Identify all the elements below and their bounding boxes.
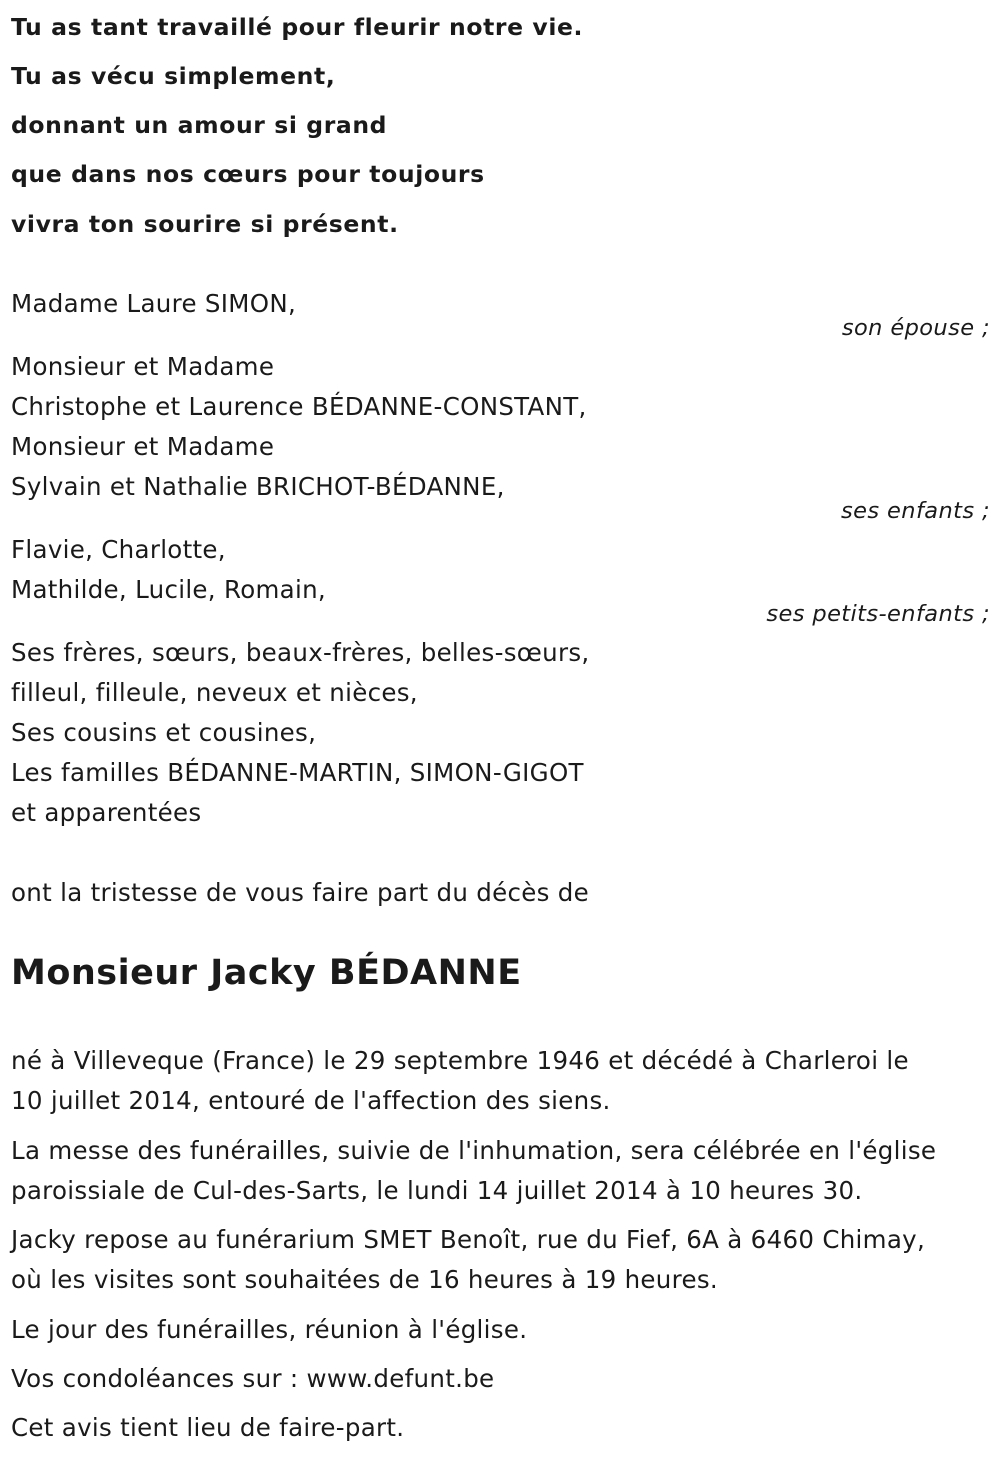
closing-line: Cet avis tient lieu de faire-part. (11, 1413, 405, 1442)
spouse-role: son épouse ; (841, 315, 990, 341)
spouse-name: Madame Laure SIMON, (11, 289, 297, 318)
children-line: Monsieur et Madame (11, 352, 275, 381)
grandchildren-line: Mathilde, Lucile, Romain, (11, 575, 326, 604)
poem-line: donnant un amour si grand (11, 111, 388, 139)
relatives-line: Ses cousins et cousines, (11, 718, 317, 747)
poem-line: Tu as tant travaillé pour fleurir notre vie. (11, 13, 584, 41)
announcement-text: ont la tristesse de vous faire part du décès de (11, 878, 590, 907)
funeral-mass-line: La messe des funérailles, suivie de l'inhumation, sera célébrée en l'église (11, 1136, 937, 1165)
children-role: ses enfants ; (841, 498, 990, 524)
children-line: Sylvain et Nathalie BRICHOT-BÉDANNE, (11, 472, 505, 501)
birth-death-line: 10 juillet 2014, entouré de l'affection des siens. (11, 1086, 611, 1115)
deceased-name: Monsieur Jacky BÉDANNE (11, 953, 522, 993)
relatives-line: et apparentées (11, 798, 202, 827)
grandchildren-role: ses petits-enfants ; (766, 601, 990, 627)
funerarium-line: où les visites sont souhaitées de 16 heures à 19 heures. (11, 1265, 718, 1294)
poem-line: vivra ton sourire si présent. (11, 210, 399, 238)
poem-line: que dans nos cœurs pour toujours (11, 160, 485, 188)
meeting-line: Le jour des funérailles, réunion à l'église. (11, 1315, 528, 1344)
relatives-line: Ses frères, sœurs, beaux-frères, belles-sœurs, (11, 638, 590, 667)
children-line: Monsieur et Madame (11, 432, 275, 461)
funeral-mass-line: paroissiale de Cul-des-Sarts, le lundi 14 juillet 2014 à 10 heures 30. (11, 1176, 863, 1205)
relatives-line: filleul, filleule, neveux et nièces, (11, 678, 418, 707)
relatives-line: Les familles BÉDANNE-MARTIN, SIMON-GIGOT (11, 758, 584, 787)
children-line: Christophe et Laurence BÉDANNE-CONSTANT, (11, 392, 587, 421)
poem-line: Tu as vécu simplement, (11, 62, 336, 90)
funerarium-line: Jacky repose au funérarium SMET Benoît, rue du Fief, 6A à 6460 Chimay, (11, 1225, 926, 1254)
condolences-line: Vos condoléances sur : www.defunt.be (11, 1364, 495, 1393)
grandchildren-line: Flavie, Charlotte, (11, 535, 226, 564)
birth-death-line: né à Villeveque (France) le 29 septembre 1946 et décédé à Charleroi le (11, 1046, 909, 1075)
